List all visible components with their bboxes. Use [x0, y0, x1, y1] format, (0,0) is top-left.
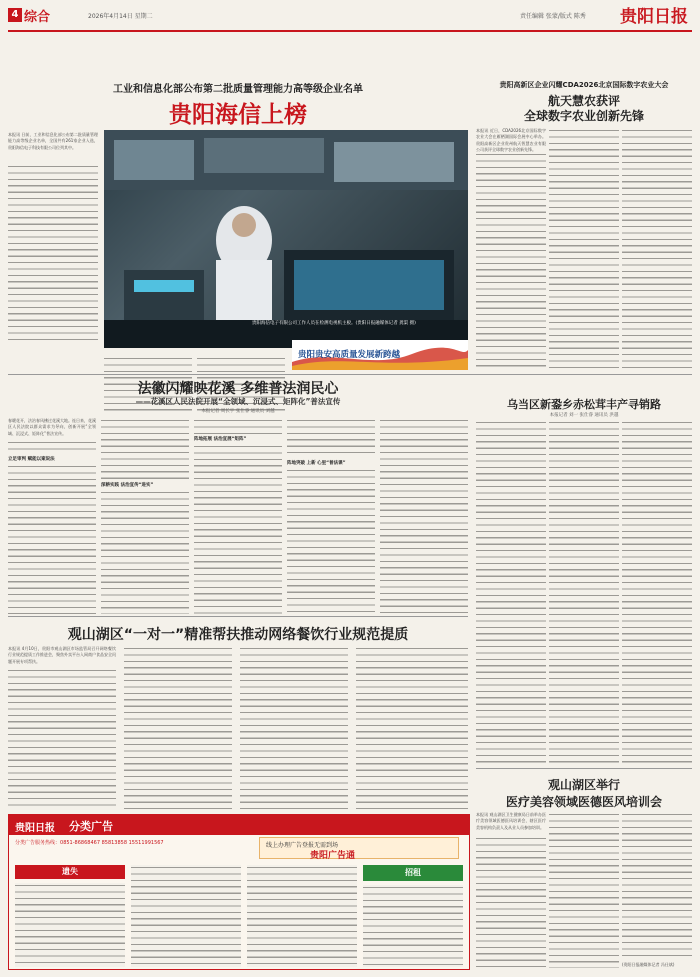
- mid-text-2a: [101, 418, 189, 480]
- section-name: 综合: [24, 10, 51, 25]
- right-mid-text-lines-1: [476, 420, 546, 766]
- issue-date: 2026年4月14日 星期二: [88, 13, 153, 20]
- mid-text-3a: [194, 418, 282, 434]
- mid-story-byline: 本报记者 周长宇 张仕睿 通讯员 刘越: [201, 409, 275, 414]
- ads-slogan-box: [259, 837, 459, 859]
- mid-text-4a: [287, 418, 375, 458]
- mid-text-5: [380, 418, 468, 614]
- right-top-lead: 本报讯 近日，CDA2026北京国际数字农业大会在雁栖湖国际会展中心举办。贵阳高新区企业贵州航天智慧农业有限公司获评全球数字农业创新先锋。: [476, 128, 546, 152]
- ads-slogan-2: 贵阳广告通: [310, 851, 356, 861]
- factory-photo-illustration: [104, 130, 468, 348]
- lower-text-2: [124, 646, 232, 810]
- right-top-text-lines-1: [476, 152, 546, 370]
- page-header: [0, 0, 700, 30]
- classified-ads: [8, 814, 470, 970]
- right-mid-text-lines-2: [549, 420, 619, 766]
- lower-text-4: [356, 646, 468, 810]
- right-mid-byline: 本报记者 刘一 张仕睿 通讯员 洪越: [549, 413, 619, 418]
- banner-text: 贵阳贵安高质量发展新跨越: [298, 350, 401, 360]
- right-low-text-2: [549, 812, 619, 968]
- top-story-lead: 本报讯 日前，工业和信息化部公布第二批质量管理能力高等级企业名单，全国共有261家企业入选，贵阳海信电子科技有限公司位列其中。: [8, 132, 98, 150]
- right-top-headline-2: 全球数字农业创新先锋: [523, 109, 644, 123]
- right-mid-headline: 乌当区新銎乡赤松茸丰产寻销路: [507, 398, 661, 411]
- mid-text-1a: [8, 440, 96, 454]
- top-story-kicker: 工业和信息化部公布第二批质量管理能力高等级企业名单: [113, 84, 363, 95]
- right-low-headline-1: 观山湖区举行: [547, 778, 620, 792]
- top-story-headline: 贵阳海信上榜: [169, 101, 307, 128]
- mid-subhead-4: 阵地突破 上新 心里“普法课”: [287, 461, 346, 466]
- lower-text-3: [240, 646, 348, 810]
- ads-title: 分类广告: [69, 820, 113, 833]
- ads-hotline-numbers: 0851-86868467 85813858 15511991567: [60, 840, 164, 846]
- right-top-headline-1: 航天慧农获评: [547, 94, 620, 108]
- top-story-text-lines-1: [8, 164, 98, 344]
- ads-col-4: [363, 885, 463, 967]
- right-low-text-1: [476, 836, 546, 968]
- right-top-text-lines-2: [549, 128, 619, 370]
- ads-col-1: [15, 883, 125, 967]
- ads-logo: 贵阳日报: [15, 823, 55, 834]
- divider-1: [8, 374, 692, 375]
- ads-hotline: [15, 839, 164, 846]
- header-rule: [8, 30, 692, 32]
- mid-subhead-3: 阵地拓展 法治宣展“矩阵”: [194, 437, 247, 442]
- divider-3: [476, 768, 692, 769]
- mid-subhead-2: 深耕实践 法治宣传“进实”: [101, 483, 154, 488]
- newspaper-logo: 贵阳日报: [620, 7, 688, 27]
- lower-text-1: [8, 668, 116, 810]
- editors: 责任编辑 张蒙/版式 陈秀: [520, 13, 586, 20]
- mid-text-4b: [287, 468, 375, 614]
- right-low-headline-2: 医疗美容领域医德医风培训会: [505, 795, 662, 809]
- ads-header-bar: [9, 815, 469, 835]
- top-story-photo: [104, 130, 468, 348]
- ads-notice-label: 遗失: [15, 865, 125, 879]
- right-top-text-lines-3: [622, 128, 692, 370]
- right-low-lead: 本报讯 观山湖区卫生健康局日前举办医疗美容领域医德医风培训会，辖区医疗美容机构负责人及从业人员参加培训。: [476, 812, 546, 830]
- ads-col-3: [247, 865, 357, 967]
- lower-story-lead: 本报讯 4月10日，贵阳市观山湖区市场监管局召开网络餐饮行业规范提质工作推进会，聚焦外卖平台入网商户食品安全问题开展专项帮扶。: [8, 646, 116, 664]
- right-top-kicker: 贵阳高新区企业闪耀CDA2026北京国际数字农业大会: [499, 81, 669, 89]
- ads-slogan-1: 线上办理广告登报无需到场: [266, 842, 339, 849]
- right-low-credit: (贵阳日报融媒体记者 冯仕斌): [622, 962, 675, 967]
- mid-story-subhead: ——花溪区人民法院开展“全领域、沉浸式、矩阵化”普法宣传: [135, 397, 341, 406]
- mid-text-1b: [8, 464, 96, 614]
- right-low-text-3: [622, 812, 692, 960]
- top-story-photo-caption: 贵阳海信电子有限公司工作人员在检测电视机主板。(贵阳日报融媒体记者 龚渠 摄): [252, 321, 416, 326]
- section-number: 4: [8, 8, 22, 22]
- mid-text-2b: [101, 490, 189, 614]
- ads-zhaopin-label: 招租: [363, 865, 463, 881]
- ads-col-2: [131, 865, 241, 967]
- mid-text-3b: [194, 444, 282, 614]
- mid-story-lead: 春暖花开，法治春风拂过花溪大地。连日来，花溪区人民法院以群众需求为导向，创新开展“全领域、沉浸式、矩阵化”普法宣传。: [8, 418, 96, 436]
- right-mid-text-lines-3: [622, 420, 692, 766]
- lower-story-headline: 观山湖区“一对一”精准帮扶推动网络餐饮行业规范提质: [67, 627, 409, 643]
- ads-hotline-label: 分类广告服务热线：: [15, 840, 61, 846]
- banner: [292, 340, 468, 370]
- mid-subhead-1: 立足审判 赋能以案说法: [8, 457, 55, 462]
- divider-2: [8, 616, 468, 617]
- mid-story-headline: 法徽闪耀映花溪 多维普法润民心: [137, 381, 339, 397]
